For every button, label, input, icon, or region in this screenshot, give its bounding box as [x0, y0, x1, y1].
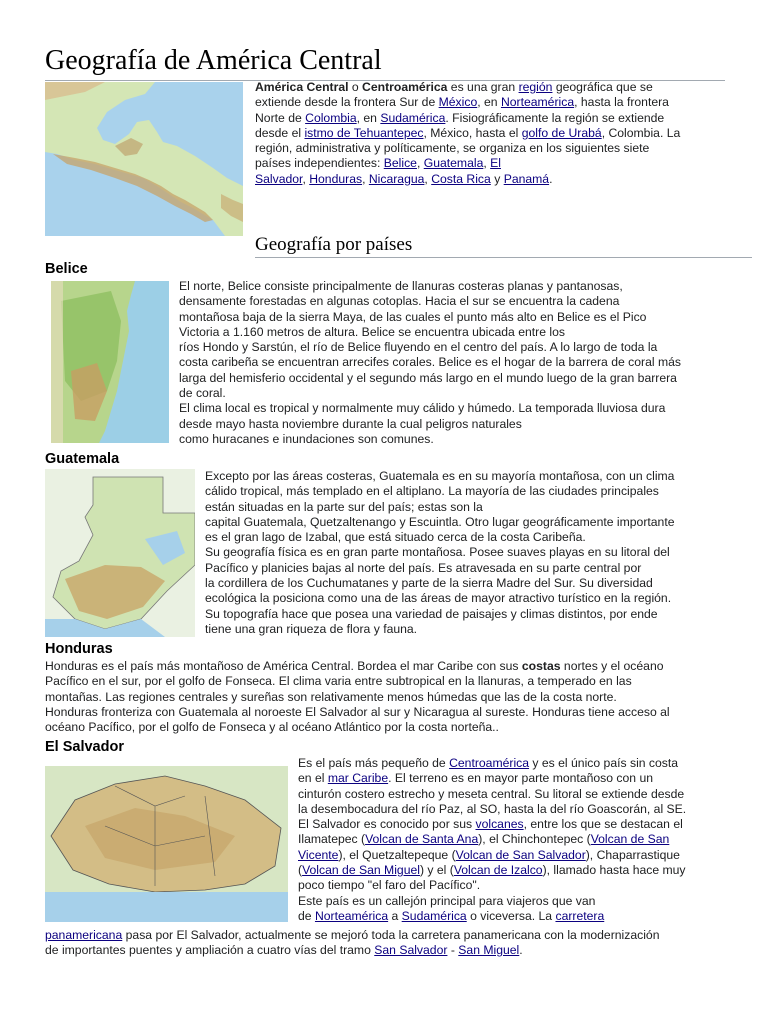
text: en el [298, 771, 328, 786]
text-line [255, 111, 725, 126]
text: . [519, 943, 523, 958]
text: densamente forestadas en algunas cotoplas. Hacia el sur se encuentra la cadena [179, 294, 620, 309]
text: Victoria a 1.160 metros de altura. Belice se encuentra ubicada entre los [179, 324, 565, 339]
link-costa-rica[interactable]: Costa Rica [431, 171, 491, 186]
belice-paragraph [179, 279, 739, 447]
text-line [298, 848, 728, 863]
text-line [205, 484, 740, 499]
link-vicente[interactable]: Vicente [298, 847, 339, 862]
honduras-heading: Honduras [45, 641, 113, 657]
text: países independientes: [255, 156, 384, 171]
link-volcan-de-san-miguel[interactable]: Volcan de San Miguel [302, 863, 420, 878]
link-nicaragua[interactable]: Nicaragua [368, 171, 425, 186]
text-line [179, 294, 739, 309]
text: ), el Quetzaltepeque ( [338, 847, 456, 862]
text-line [298, 771, 728, 786]
text-line [45, 720, 735, 735]
text-line [205, 561, 740, 576]
text: o [348, 80, 363, 94]
guatemala-paragraph [205, 469, 740, 637]
text: , entre los que se destacan el [523, 817, 683, 832]
bold-text: Centroamérica [362, 80, 448, 94]
text: , [416, 156, 424, 171]
text-line [298, 787, 728, 802]
text: . Fisiográficamente la región se extiende [445, 110, 665, 125]
text: , en [477, 95, 501, 110]
text-line [255, 156, 725, 171]
text-line [205, 576, 740, 591]
bold-text: costas [521, 659, 561, 673]
text: Este país es un callejón principal para viajeros que van [298, 893, 596, 908]
honduras-paragraph [45, 659, 735, 735]
text-line [179, 371, 739, 386]
link-carretera[interactable]: carretera [555, 908, 605, 923]
text-line [179, 355, 739, 370]
link-mexico[interactable]: México [438, 95, 478, 110]
text: El Salvador es conocido por sus [298, 817, 476, 832]
link-volcanes[interactable]: volcanes [475, 817, 524, 832]
text: , [424, 171, 432, 186]
text: la desembocadura del río Paz, al SO, hasta la del río Goascorán, al SE. [298, 801, 687, 816]
text: cálido tropical, más templado en el altiplano. La mayoría de las ciudades principales [205, 484, 659, 499]
text: ( [298, 863, 303, 878]
text-line [298, 832, 728, 847]
text-line [255, 141, 725, 156]
text: , en [356, 110, 381, 125]
link-el[interactable]: El [490, 156, 501, 171]
link-belice[interactable]: Belice [383, 156, 417, 171]
text: Pacífico en el sur, por el golfo de Fonseca. El clima varia entre subtropical en la llanuras, a temperado en las [45, 674, 632, 689]
link-istmo-de-tehuantepec[interactable]: istmo de Tehuantepec [304, 125, 424, 140]
page-title: Geografía de América Central [45, 44, 725, 81]
text: ), llamado hasta hace muy [542, 863, 686, 878]
link-mar-caribe[interactable]: mar Caribe [327, 771, 389, 786]
text: están situadas en la parte sur del país; estas son la [205, 499, 483, 514]
text: , hasta la frontera [574, 95, 669, 110]
text: ), el Chinchontepec ( [478, 832, 591, 847]
link-honduras[interactable]: Honduras [309, 171, 363, 186]
text-line [298, 756, 728, 771]
text-line [205, 500, 740, 515]
text: región, administrativa y políticamente, se organiza en los siguientes siete [255, 141, 650, 156]
text: y es el único país sin costa [529, 756, 679, 770]
belice-map [51, 281, 169, 443]
el-salvador-map [45, 766, 288, 922]
link-norteamerica[interactable]: Norteamérica [500, 95, 575, 110]
link-sudamerica[interactable]: Sudamérica [380, 110, 446, 125]
section-heading: Geografía por países [255, 233, 752, 258]
text-line [298, 802, 728, 817]
text: de importantes puentes y ampliación a cuatro vías del tramo [45, 943, 375, 958]
text-line [298, 878, 728, 893]
text-line [298, 894, 728, 909]
text: . El terreno es en mayor parte montañoso con un [388, 771, 653, 786]
text-line [205, 545, 740, 560]
text-line [179, 325, 739, 340]
link-region[interactable]: región [518, 80, 553, 94]
text-line [298, 909, 728, 924]
link-norteamerica[interactable]: Norteamérica [314, 908, 389, 923]
text: montañas. Las regiones centrales y sureñas son relativamente menos húmedas que las de la costa norte. [45, 689, 617, 704]
text-line [255, 172, 725, 187]
text: , [483, 156, 491, 171]
link-guatemala[interactable]: Guatemala [423, 156, 484, 171]
text: a [388, 908, 402, 923]
link-salvador[interactable]: Salvador [255, 171, 303, 186]
text-line [205, 622, 740, 637]
bold-text: América Central [255, 80, 349, 94]
link-centroamerica[interactable]: Centroamérica [449, 756, 530, 770]
text: costa caribeña se encuentran arrecifes corales. Belice es el hogar de la barrera de coral más [179, 355, 681, 370]
belice-heading: Belice [45, 261, 88, 277]
text: Pacífico y planicies bajas al norte del país. Es atravesada en su parte central por [205, 560, 642, 575]
link-volcan-de-san[interactable]: Volcan de San [590, 832, 670, 847]
text: montañosa baja de la sierra Maya, de las cuales el punto más alto en Belice es el Pico [179, 309, 647, 324]
text: Su geografía física es en gran parte montañosa. Posee suaves playas en su litoral del [205, 545, 670, 560]
text: pasa por El Salvador, actualmente se mejoró toda la carretera panamericana con la modernización [122, 928, 660, 942]
link-san-salvador[interactable]: San Salvador [374, 943, 448, 958]
guatemala-map [45, 469, 195, 637]
text: . [549, 171, 553, 186]
text: Excepto por las áreas costeras, Guatemala es en su mayoría montañosa, con un clima [205, 469, 675, 483]
link-golfo-de-uraba[interactable]: golfo de Urabá [521, 125, 602, 140]
text: - [447, 943, 459, 958]
link-volcan-de-izalco[interactable]: Volcan de Izalco [453, 863, 543, 878]
text-line [45, 928, 735, 943]
text: , Colombia. La [601, 125, 681, 140]
text-line [45, 659, 735, 674]
text: y [490, 171, 504, 186]
text-line [45, 705, 735, 720]
link-panamericana[interactable]: panamericana [45, 928, 123, 942]
text-line [179, 340, 739, 355]
link-colombia[interactable]: Colombia [305, 110, 357, 125]
text: El norte, Belice consiste principalmente de llanuras costeras planas y pantanosas, [179, 279, 623, 293]
text: nortes y el océano [560, 659, 664, 673]
el-salvador-paragraph [298, 756, 728, 924]
text-line [45, 674, 735, 689]
text: , [362, 171, 369, 186]
text-line [255, 95, 725, 110]
link-sudamerica[interactable]: Sudamérica [401, 908, 467, 923]
text-line [179, 386, 739, 401]
text: ), Chaparrastique [585, 847, 680, 862]
text-line [205, 591, 740, 606]
guatemala-heading: Guatemala [45, 451, 120, 467]
central-america-map [45, 82, 243, 236]
text: cinturón costero estrecho y meseta central. Su litoral se extiende desde [298, 786, 685, 801]
link-volcan-de-san-salvador[interactable]: Volcan de San Salvador [455, 847, 586, 862]
text-line [179, 279, 739, 294]
text-line [205, 530, 740, 545]
text: Honduras es el país más montañoso de América Central. Bordea el mar Caribe con sus [45, 659, 522, 673]
text: o viceversa. La [466, 908, 556, 923]
text-line [179, 401, 739, 416]
el-salvador-paragraph-continued [45, 928, 735, 959]
text: desde el [255, 125, 305, 140]
text-line [255, 126, 725, 141]
text-line [298, 817, 728, 832]
text-line [179, 432, 739, 447]
text: , México, hasta el [423, 125, 522, 140]
link-san-miguel[interactable]: San Miguel [458, 943, 520, 958]
text: Es el país más pequeño de [298, 756, 450, 770]
text: es una gran [447, 80, 519, 94]
text: , [302, 171, 310, 186]
text: geográfica que se [552, 80, 653, 94]
text-line [45, 690, 735, 705]
text: El clima local es tropical y normalmente muy cálido y húmedo. La temporada lluviosa dura [179, 401, 666, 416]
text-line [205, 515, 740, 530]
intro-paragraph [255, 80, 725, 187]
text-line [255, 80, 725, 95]
text: como huracanes e inundaciones son comunes. [179, 431, 434, 446]
text: de [298, 908, 315, 923]
text-line [205, 469, 740, 484]
text: Ilamatepec ( [298, 832, 366, 847]
text: de coral. [179, 386, 226, 401]
text-line [298, 863, 728, 878]
text-line [179, 310, 739, 325]
text: Su topografía hace que posea una variedad de paisajes y climas distintos, por ende [205, 606, 658, 621]
text: Norte de [255, 110, 306, 125]
text: desde mayo hasta noviembre durante la cual peligros naturales [179, 416, 522, 431]
text: capital Guatemala, Quetzaltenango y Escuintla. Otro lugar geográficamente importante [205, 514, 675, 529]
text: tiene una gran riqueza de flora y fauna. [205, 621, 418, 636]
text: océano Pacífico, por el golfo de Fonseca y al océano Atlántico por la costa norteña.. [45, 720, 499, 735]
el-salvador-heading: El Salvador [45, 739, 124, 755]
text: la cordillera de los Cuchumatanes y parte de la sierra Madre del Sur. Su diversidad [205, 576, 653, 591]
text: extiende desde la frontera Sur de [255, 95, 439, 110]
text: poco tiempo "el faro del Pacífico". [298, 878, 481, 893]
text: Honduras fronteriza con Guatemala al noroeste El Salvador al sur y Nicaragua al sureste. Honduras tiene acceso al [45, 704, 670, 719]
text-line [179, 417, 739, 432]
text: es el gran lago de Izabal, que está situado cerca de la costa Caribeña. [205, 530, 586, 545]
text-line [205, 607, 740, 622]
text: ríos Hondo y Sarstún, el río de Belice fluyendo en el centro del país. A lo largo de toda la [179, 340, 658, 355]
link-panama[interactable]: Panamá [503, 171, 550, 186]
text: ecológica la posiciona como una de las áreas de mayor atractivo turístico en la región. [205, 591, 672, 606]
text: larga del hemisferio occidental y el segundo más largo en el mundo luego de la gran barrera [179, 370, 677, 385]
text: ) y el ( [419, 863, 454, 878]
link-volcan-de-santa-ana[interactable]: Volcan de Santa Ana [365, 832, 479, 847]
text-line [45, 943, 735, 958]
